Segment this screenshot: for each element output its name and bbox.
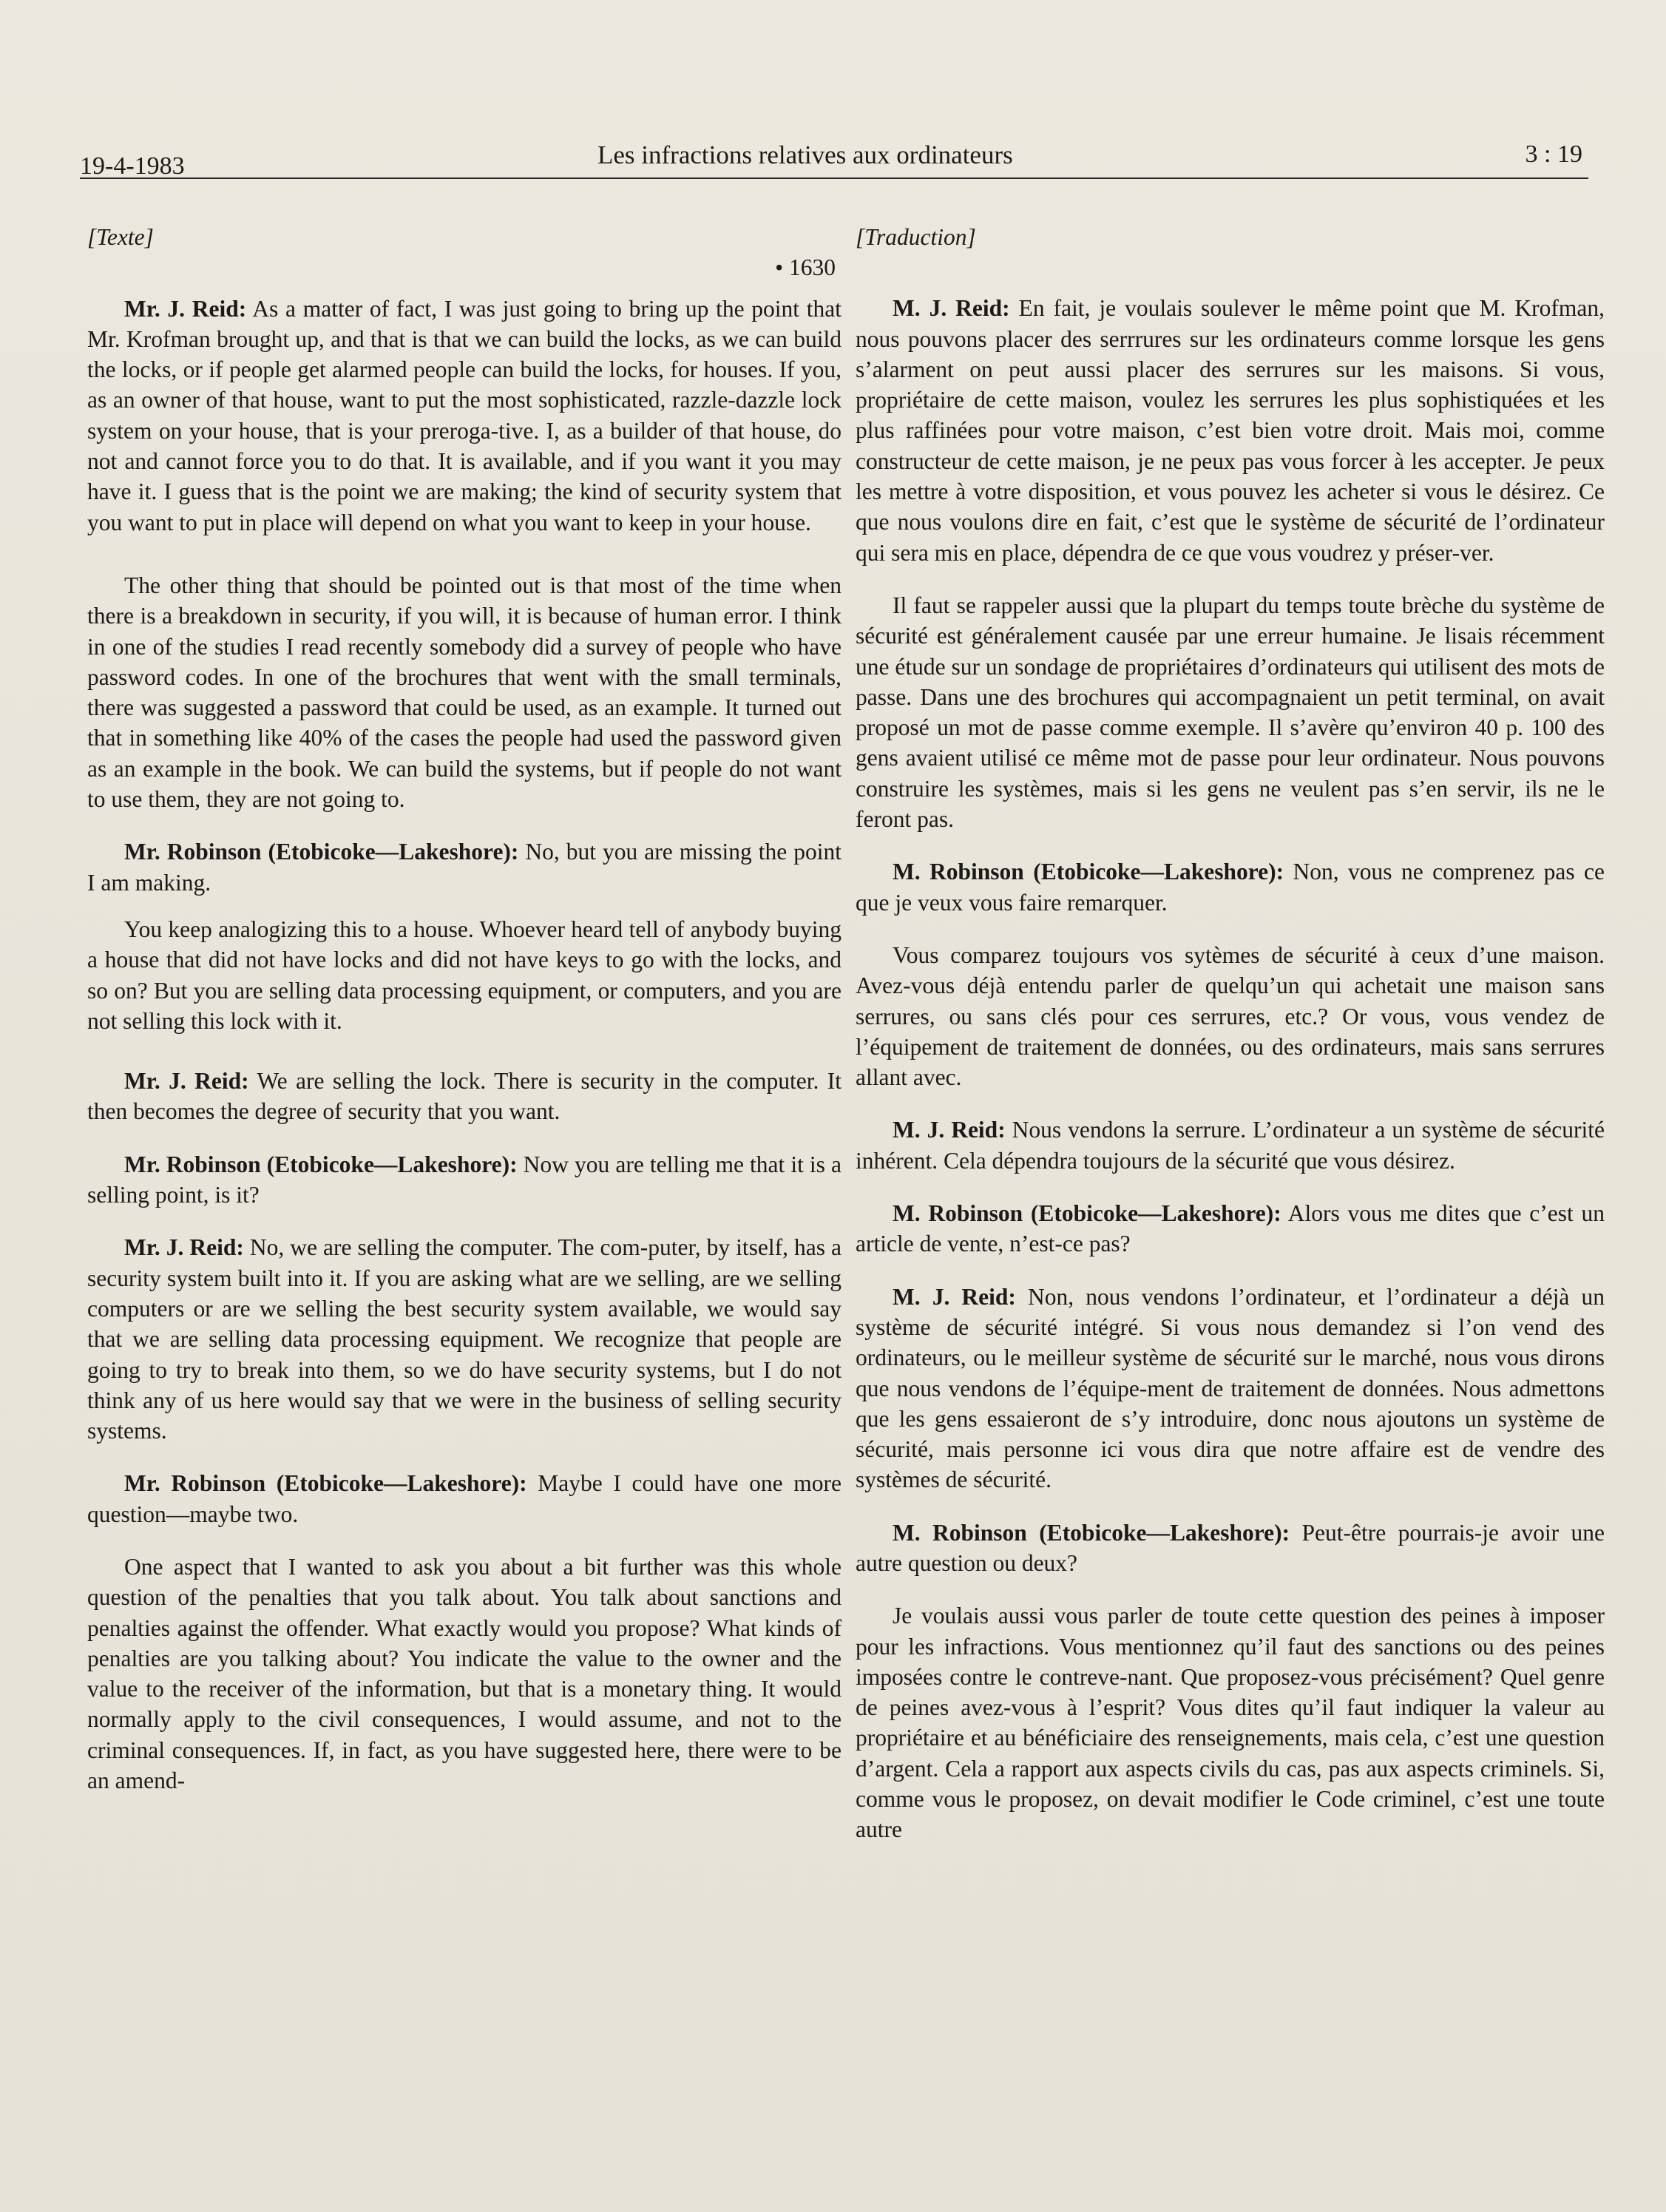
paragraph	[87, 1149, 842, 1211]
speech-text: As a matter of fact, I was just going to bring up the point that Mr. Krofman brought up, and that is that we can build the locks, as we can build the locks, or if people get alarmed people can build the locks, for houses. If you, as an owner of that house, want to put the most sophisticated, razzle-dazzle lock system on your house, that is your preroga-tive. I, as a builder of that house, do not and cannot force you to do that. It is available, and if you want it you may have it. I guess that is the point we are making; the kind of security system that you want to put in place will depend on what you want to keep in your house.	[87, 295, 842, 535]
speaker-name: M. Robinson (Etobicoke—Lakeshore):	[893, 1200, 1281, 1227]
speaker-name: Mr. J. Reid:	[124, 295, 247, 322]
english-column	[87, 222, 842, 1818]
speech-text: Now you are telling me that it is a selling point, is it?	[87, 1151, 842, 1208]
paragraph	[87, 1066, 842, 1127]
speech-text: Vous comparez toujours vos sytèmes de sécurité à ceux d’une maison. Avez-vous déjà entendu parler de quelqu’un qui achetait une maison sans serrures, ou sans clés pour ces serrures, etc.? Or vous, vous vendez de l’équipement de traitement de données, ou des ordinateurs, mais sans serrures allant avec.	[856, 941, 1605, 1091]
header-title: Les infractions relatives aux ordinateurs	[597, 141, 1013, 169]
speech-text: The other thing that should be pointed out is that most of the time when there is a breakdown in security, if you will, it is because of human error. I think in one of the studies I read recently somebody did a survey of people who have password codes. In one of the brochures that went with the small terminals, there was suggested a password that could be used, as an example. It turned out that in something like 40% of the cases the people had used the password given as an example in the book. We can build the systems, but if people do not want to use them, they are not going to.	[87, 572, 842, 813]
french-column	[856, 222, 1605, 1867]
speech-text: No, we are selling the computer. The com-puter, by itself, has a security system built into it. If you are asking what are we selling, are we selling computers or are we selling the best security system available, we would say that we are selling data processing equipment. We recognize that people are going to try to break into them, so we do have security systems, but I do not think any of us here would say that we were in the business of selling security systems.	[87, 1234, 842, 1444]
speech-text: One aspect that I wanted to ask you about a bit further was this whole question of the penalties that you talk about. You talk about sanctions and penalties against the offender. What exactly would you propose? What kinds of penalties are you talking about? You indicate the value to the owner and the value to the receiver of the information, but that is a monetary thing. It would normally apply to the civil consequences, I would assume, and not to the criminal consequences. If, in fact, as you have suggested here, there were to be an amend-	[87, 1553, 842, 1794]
speech-text: No, but you are missing the point I am making.	[87, 839, 842, 896]
paragraph	[87, 1552, 842, 1796]
speech-text: Il faut se rappeler aussi que la plupart du temps toute brèche du système de sécurité est généralement causée par une erreur humaine. Je lisais récemment une étude sur un sondage de propriétaires d’ordinateurs qui utilisent des mots de passe. Dans une des brochures qui accompagnaient un petit terminal, on avait proposé un mot de passe comme exemple. Il s’avère qu’environ 40 p. 100 des gens avaient utilisé ce même mot de passe pour leur ordinateur. Nous pouvons construire les systèmes, mais si les gens ne veulent pas s’en servir, ils ne le feront pas.	[856, 592, 1605, 833]
section-label-traduction: [Traduction]	[856, 224, 976, 250]
speech-text: Non, nous vendons l’ordinateur, et l’ordinateur a déjà un système de sécurité intégré. Si vous nous demandez si l’on vend des ordinateurs, ou le meilleur système de sécurité sur le marché, nous vous dirons que nous vendons de l’équipe-ment de traitement de données. Nous admettons que les gens essaieront de s’y introduire, donc nous ajoutons un système de sécurité, mais personne ici vous dira que notre affaire est de vendre des systèmes de sécurité.	[856, 1283, 1605, 1493]
section-label-texte: [Texte]	[87, 224, 154, 250]
paragraph	[856, 590, 1605, 834]
speaker-name: Mr. Robinson (Etobicoke—Lakeshore):	[124, 1470, 527, 1497]
paragraph	[856, 1282, 1605, 1495]
speaker-name: Mr. J. Reid:	[124, 1234, 244, 1261]
paragraph	[856, 856, 1605, 918]
speech-text: Non, vous ne comprenez pas ce que je veux vous faire remarquer.	[856, 859, 1605, 916]
speech-text: En fait, je voulais soulever le même point que M. Krofman, nous pouvons placer des serrrures sur les ordinateurs comme lorsque les gens s’alarment on peut aussi placer des serrures sur les maisons. Si vous, propriétaire de cette maison, voulez les serrures les plus sophistiquées et les plus raffinées pour votre maison, c’est bien votre droit. Mais moi, comme constructeur de cette maison, je ne peux pas vous forcer à les accepter. Je peux les mettre à votre disposition, et vous pouvez les acheter si vous le désirez. Ce que nous voulons dire en fait, c’est que le système de sécurité de l’ordinateur qui sera mis en place, dépendra de ce que vous voudrez y préser-ver.	[856, 295, 1605, 566]
speech-text: Peut-être pourrais-je avoir une autre question ou deux?	[856, 1519, 1605, 1576]
paragraph	[856, 1115, 1605, 1176]
speaker-name: Mr. Robinson (Etobicoke—Lakeshore):	[124, 839, 519, 865]
paragraph	[856, 1198, 1605, 1259]
header-date: 19-4-1983	[80, 152, 185, 180]
paragraph	[87, 294, 842, 538]
speech-text: You keep analogizing this to a house. Whoever heard tell of anybody buying a house that did not have locks and did not have keys to go with the locks, and so on? But you are selling data processing equipment, or computers, and you are not selling this lock with it.	[87, 916, 842, 1034]
timestamp: • 1630	[775, 254, 836, 281]
speech-text: Alors vous me dites que c’est un article de vente, n’est-ce pas?	[856, 1200, 1605, 1257]
speaker-name: M. J. Reid:	[893, 1117, 1006, 1143]
paragraph	[87, 836, 842, 898]
paragraph	[87, 1468, 842, 1529]
header-page-number: 3 : 19	[1525, 141, 1582, 168]
speech-text: We are selling the lock. There is security in the computer. It then becomes the degree of security that you want.	[87, 1068, 842, 1125]
paragraph	[87, 914, 842, 1036]
paragraph	[87, 1232, 842, 1446]
speaker-name: Mr. J. Reid:	[124, 1068, 249, 1095]
paragraph	[87, 570, 842, 814]
paragraph	[856, 293, 1605, 568]
speaker-name: Mr. Robinson (Etobicoke—Lakeshore):	[124, 1151, 518, 1177]
page-header	[80, 141, 1588, 179]
speaker-name: M. Robinson (Etobicoke—Lakeshore):	[893, 1519, 1290, 1546]
speech-text: Maybe I could have one more question—maybe two.	[87, 1470, 842, 1527]
paragraph	[856, 1600, 1605, 1844]
speaker-name: M. Robinson (Etobicoke—Lakeshore):	[893, 859, 1284, 885]
speaker-name: M. J. Reid:	[893, 295, 1010, 322]
speech-text: Je voulais aussi vous parler de toute cette question des peines à imposer pour les infractions. Vous mentionnez qu’il faut des sanctions ou des peines imposées contre le contreve-nant. Que proposez-vous précisément? Quel genre de peines avez-vous à l’esprit? Vous dites qu’il faut indiquer la valeur au propriétaire et au bénéficiaire des renseignements, mais cela, c’est une question d’argent. Cela a rapport aux aspects civils du cas, pas aux aspects criminels. Si, comme vous le proposez, on devait modifier le Code criminel, c’est une toute autre	[856, 1603, 1605, 1843]
speech-text: Nous vendons la serrure. L’ordinateur a un système de sécurité inhérent. Cela dépendra toujours de la sécurité que vous désirez.	[856, 1117, 1605, 1174]
paragraph	[856, 940, 1605, 1092]
paragraph	[856, 1518, 1605, 1579]
speaker-name: M. J. Reid:	[893, 1283, 1016, 1310]
